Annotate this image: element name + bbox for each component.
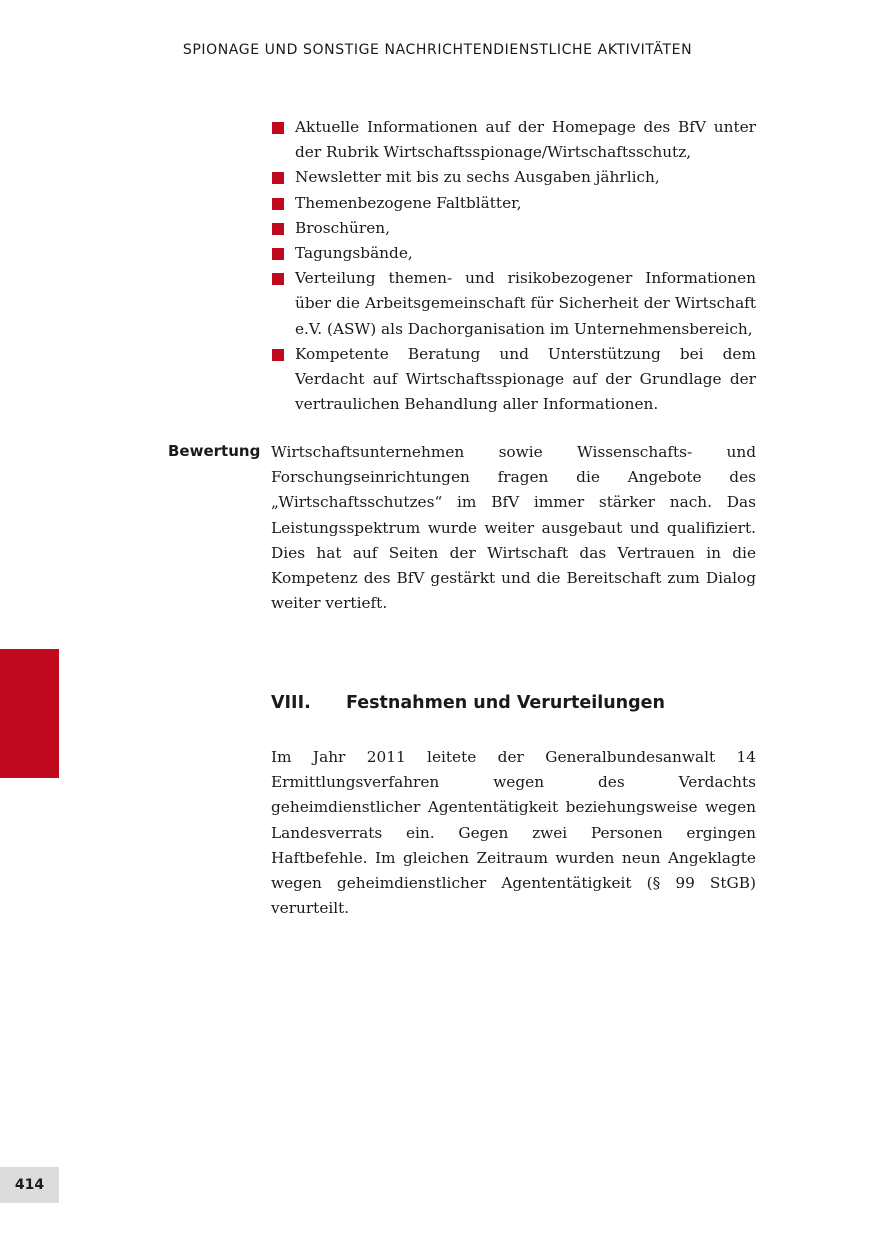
section-heading [271,693,756,713]
page-number: 414 [0,1167,59,1203]
list-item-text: Broschüren, [295,218,390,237]
list-item [272,191,756,216]
square-bullet-icon [272,273,284,285]
list-item [272,165,756,190]
bullet-list [272,115,756,417]
list-item [272,342,756,418]
list-item-text: Aktuelle Informationen auf der Homepage des BfV unter der Rubrik Wirtschaftsspionage/Wirtschaftsschutz, [295,118,756,162]
square-bullet-icon [272,223,284,235]
square-bullet-icon [272,198,284,210]
chapter-tab-marker [0,649,59,778]
running-header: SPIONAGE UND SONSTIGE NACHRICHTENDIENSTLICHE AKTIVITÄTEN [182,42,693,58]
square-bullet-icon [272,172,284,184]
section-number: VIII. [271,693,311,713]
square-bullet-icon [272,248,284,260]
square-bullet-icon [272,349,284,361]
list-item [272,266,756,342]
square-bullet-icon [272,122,284,134]
section-title: Festnahmen und Verurteilungen [346,693,665,713]
list-item-text: Verteilung themen- und risikobezogener Informationen über die Arbeitsgemeinschaft für Sicherheit der Wirtschaft e.V. (ASW) als Dachorganisation im Unternehmensbereich, [295,269,756,338]
list-item [272,216,756,241]
list-item-text: Tagungsbände, [295,244,413,263]
list-item-text: Kompetente Beratung und Unterstützung bei dem Verdacht auf Wirtschaftsspionage auf der Grundlage der vertraulichen Behandlung aller Informationen. [295,344,756,414]
list-item-text: Themenbezogene Faltblätter, [295,193,522,212]
list-item-text: Newsletter mit bis zu sechs Ausgaben jährlich, [295,168,660,187]
assessment-label: Bewertung [168,442,261,460]
list-item [272,241,756,266]
section-body-paragraph: Im Jahr 2011 leitete der Generalbundesanwalt 14 Ermittlungsverfahren wegen des Verdachts geheimdienstlicher Agententätigkeit beziehungsweise wegen Landesverrats ein. Gegen zwei Personen ergingen Haftbefehle. Im gleichen Zeitraum wurden neun Angeklagte wegen geheimdienstlicher Agententätigkeit (§ 99 StGB) verurteilt. [271,748,756,918]
assessment-paragraph: Wirtschaftsunternehmen sowie Wissenschafts- und Forschungseinrichtungen fragen die Angebote des „Wirtschaftsschutzes“ im BfV immer stärker nach. Das Leistungsspektrum wurde weiter ausgebaut und qualifiziert. Dies hat auf Seiten der Wirtschaft das Vertrauen in die Kompetenz des BfV gestärkt und die Bereitschaft zum Dialog weiter vertieft. [271,443,756,613]
list-item [272,115,756,165]
